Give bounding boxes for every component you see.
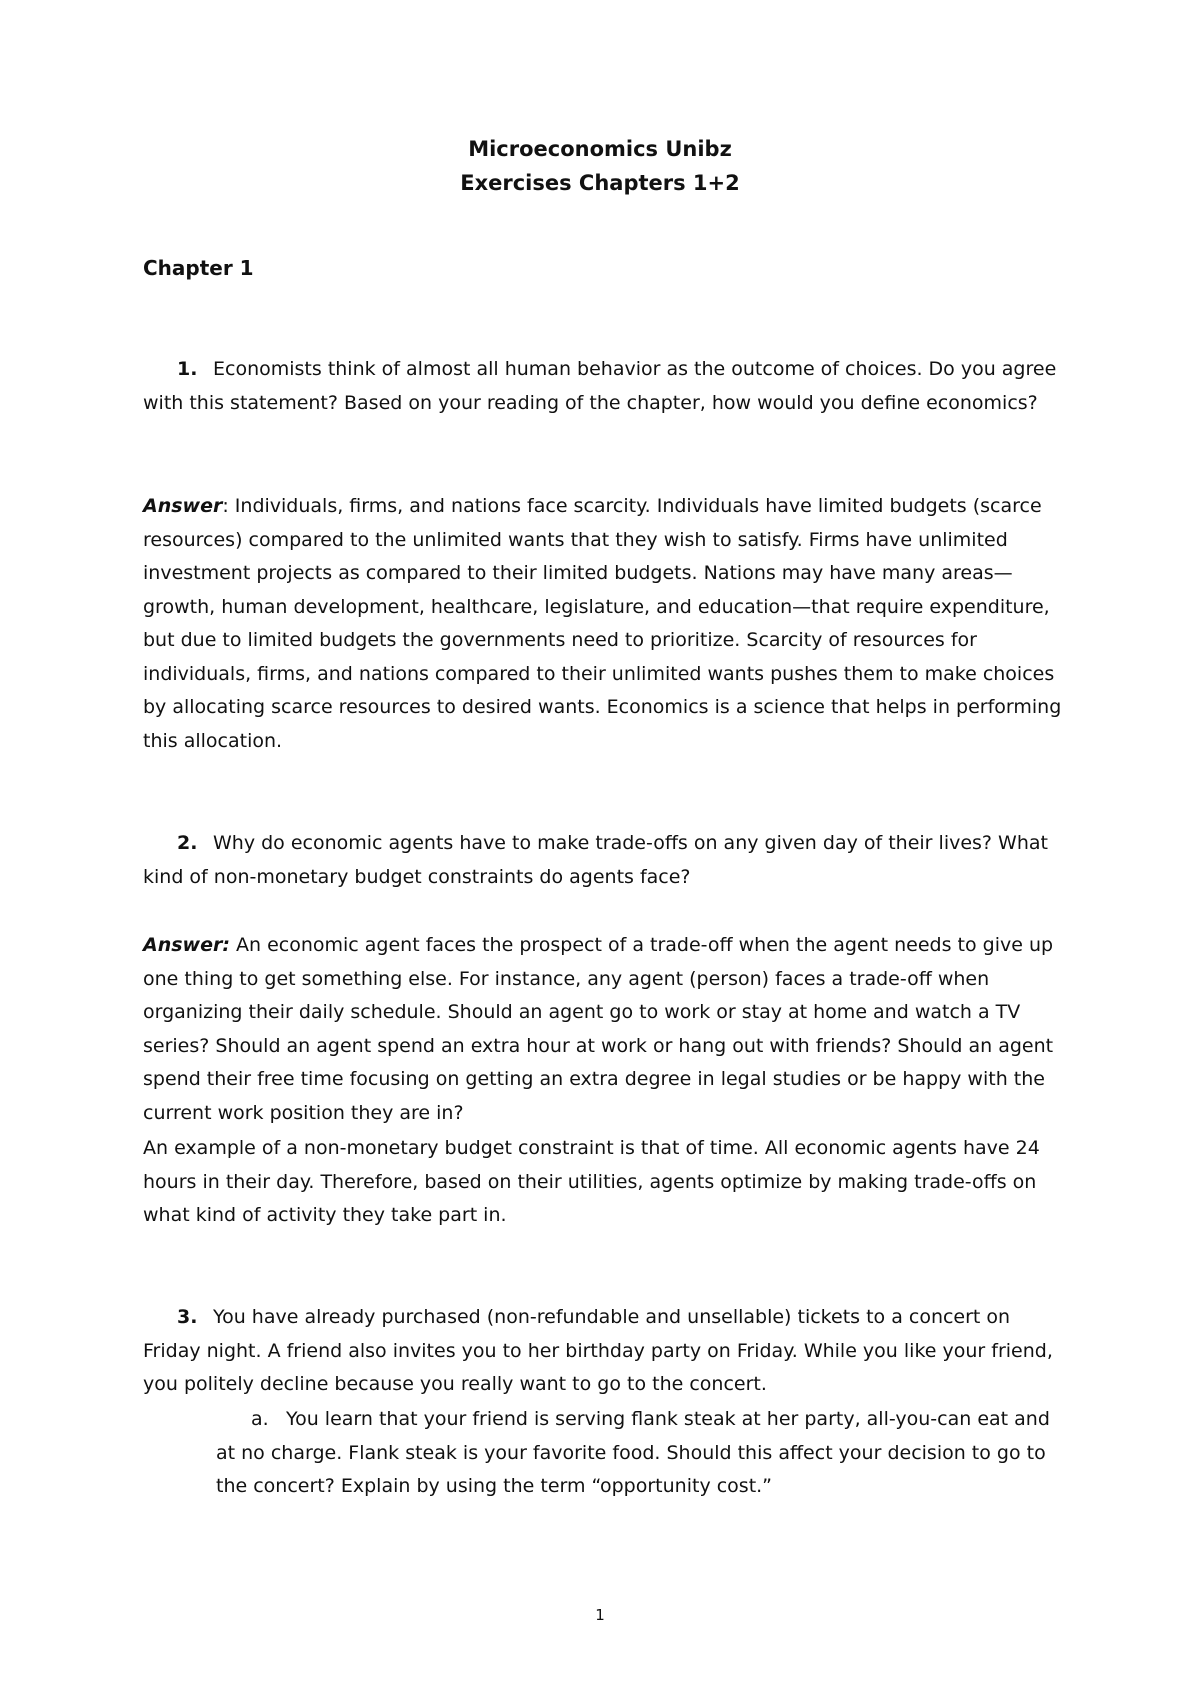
- chapter-heading: Chapter 1: [143, 256, 254, 280]
- question-1: [143, 353, 1063, 420]
- question-3: [143, 1301, 1063, 1402]
- answer-text: : Individuals, firms, and nations face scarcity. Individuals have limited budgets (scarce resources) compared to the unlimited wants that they wish to satisfy. Firms have unlimited investment projects as compared to their limited budgets. Nations may have many areas—growth, human development, healthcare, legislature, and education—that require expenditure, but due to limited budgets the governments need to prioritize. Scarcity of resources for individuals, firms, and nations compared to their unlimited wants pushes them to make choices by allocating scarce resources to desired wants. Economics is a science that helps in performing this allocation.: [143, 495, 1062, 752]
- question-2: [143, 827, 1063, 894]
- answer-label: Answer: [143, 495, 223, 517]
- answer-2-continuation: An example of a non-monetary budget constraint is that of time. All economic agents have 24 hours in their day. Therefore, based on their utilities, agents optimize by making trade-offs on what kind of activity they take part in.: [143, 1137, 1040, 1226]
- page-number: 1: [595, 1606, 605, 1624]
- question-3-sub-item-a: [216, 1403, 1066, 1504]
- sub-item-text: You learn that your friend is serving flank steak at her party, all-you-can eat and at no charge. Flank steak is your favorite food. Should this affect your decision to go to the concert? Explain by using the term “opportunity cost.”: [216, 1408, 1050, 1497]
- question-number: 1.: [177, 358, 198, 380]
- question-number: 2.: [177, 832, 198, 854]
- answer-text: An economic agent faces the prospect of a trade-off when the agent needs to give up one thing to get something else. For instance, any agent (person) faces a trade-off when organizing their daily schedule. Should an agent go to work or stay at home and watch a TV series? Should an agent spend an extra hour at work or hang out with friends? Should an agent spend their free time focusing on getting an extra degree in legal studies or be happy with the current work position they are in?: [143, 934, 1054, 1124]
- question-text: You have already purchased (non-refundable and unsellable) tickets to a concert on Friday night. A friend also invites you to her birthday party on Friday. While you like your friend, you politely decline because you really want to go to the concert.: [143, 1306, 1053, 1395]
- sub-item-letter: a.: [251, 1408, 269, 1430]
- question-number: 3.: [177, 1306, 198, 1328]
- answer-label: Answer:: [143, 934, 230, 956]
- answer-1: [143, 490, 1063, 758]
- answer-2: [143, 929, 1063, 1130]
- document-subtitle: Exercises Chapters 1+2: [460, 171, 740, 195]
- question-text: Economists think of almost all human behavior as the outcome of choices. Do you agree with this statement? Based on your reading of the chapter, how would you define economics?: [143, 358, 1057, 414]
- question-text: Why do economic agents have to make trade-offs on any given day of their lives? What kind of non-monetary budget constraints do agents face?: [143, 832, 1048, 888]
- document-title: Microeconomics Unibz: [468, 137, 732, 161]
